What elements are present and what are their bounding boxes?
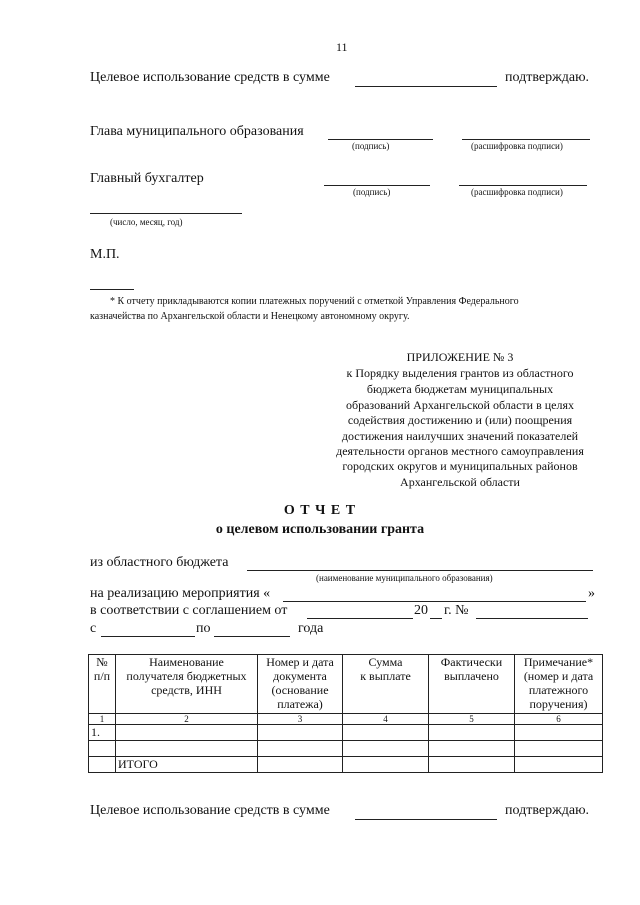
table-cell xyxy=(515,757,603,773)
agreement-year-line xyxy=(430,618,442,619)
header-document: Номер и дата документа (основание платежа) xyxy=(258,655,343,714)
event-end: » xyxy=(588,586,595,601)
municipality-caption: (наименование муниципального образования) xyxy=(316,573,493,583)
top-amount-line xyxy=(355,86,497,87)
from-budget-label: из областного бюджета xyxy=(90,555,229,570)
appendix-line-7: городских округов и муниципальных районов xyxy=(342,459,578,473)
appendix-line-5: достижения наилучших значений показателей xyxy=(341,429,579,443)
page-number: 11 xyxy=(336,40,348,54)
head-sign-caption: (подпись) xyxy=(352,141,390,151)
column-number: 6 xyxy=(515,714,603,725)
footnote-line-1: * К отчету прикладываются копии платежных поручений с отметкой Управления Федерального xyxy=(110,296,519,307)
table-cell xyxy=(429,757,515,773)
table-cell xyxy=(258,725,343,741)
accountant-label: Главный бухгалтер xyxy=(90,171,204,186)
table-header-row xyxy=(89,655,603,714)
table-total-row xyxy=(89,757,603,773)
top-confirm-text: Целевое использование средств в сумме xyxy=(90,70,330,85)
municipality-line xyxy=(247,570,593,571)
table-cell xyxy=(116,741,258,757)
accountant-sign-line xyxy=(324,185,430,186)
table-cell xyxy=(89,741,116,757)
appendix-title: ПРИЛОЖЕНИЕ № 3 xyxy=(406,350,514,364)
appendix-line-3: образований Архангельской области в целях xyxy=(345,398,574,412)
stamp-label: М.П. xyxy=(90,247,120,262)
bottom-confirm-end: подтверждаю. xyxy=(505,803,590,818)
top-confirm-end: подтверждаю. xyxy=(505,70,590,85)
column-number: 2 xyxy=(116,714,258,725)
appendix-line-8: Архангельской области xyxy=(400,475,520,489)
table-cell xyxy=(116,725,258,741)
period-to-label: по xyxy=(196,621,211,636)
appendix-line-2: бюджета бюджетам муниципальных xyxy=(366,382,554,396)
table-cell xyxy=(515,741,603,757)
column-number: 1 xyxy=(89,714,116,725)
report-table xyxy=(88,654,603,773)
table-cell xyxy=(429,741,515,757)
agreement-label: в соответствии с соглашением от xyxy=(90,603,288,618)
table-row xyxy=(89,725,603,741)
accountant-decode-caption: (расшифровка подписи) xyxy=(471,187,563,197)
report-title: О Т Ч Е Т xyxy=(283,503,357,518)
footnote-line-2: казначейства по Архангельской области и Ненецкому автономному округу. xyxy=(90,311,410,322)
head-decode-caption: (расшифровка подписи) xyxy=(471,141,563,151)
agreement-date-line xyxy=(307,618,413,619)
agreement-year: 20 xyxy=(414,603,428,618)
period-to-line xyxy=(214,636,290,637)
head-label: Глава муниципального образования xyxy=(90,124,304,139)
table-cell xyxy=(89,757,116,773)
header-note: Примечание* (номер и дата платежного поручения) xyxy=(515,655,603,714)
footnote-separator xyxy=(90,289,134,290)
column-number: 4 xyxy=(343,714,429,725)
bottom-amount-line xyxy=(355,819,497,820)
table-cell xyxy=(343,757,429,773)
column-number: 3 xyxy=(258,714,343,725)
total-label: ИТОГО xyxy=(116,757,258,773)
header-recipient: Наименование получателя бюджетных средств, ИНН xyxy=(116,655,258,714)
appendix-line-6: деятельности органов местного самоуправления xyxy=(336,444,584,458)
appendix-line-4: содействия достижению и (или) поощрения xyxy=(347,413,573,427)
head-decode-line xyxy=(462,139,590,140)
period-year-label: года xyxy=(298,621,324,636)
period-from-line xyxy=(101,636,195,637)
table-cell xyxy=(343,741,429,757)
table-cell xyxy=(258,741,343,757)
table-cell xyxy=(343,725,429,741)
date-line xyxy=(90,213,242,214)
event-label: на реализацию мероприятия « xyxy=(90,586,271,601)
column-number-row xyxy=(89,714,603,725)
table-row xyxy=(89,741,603,757)
table-cell xyxy=(258,757,343,773)
table-cell xyxy=(429,725,515,741)
table-cell xyxy=(515,725,603,741)
accountant-sign-caption: (подпись) xyxy=(353,187,391,197)
accountant-decode-line xyxy=(459,185,587,186)
agreement-year-suffix: г. № xyxy=(444,603,469,618)
column-number: 5 xyxy=(429,714,515,725)
event-line xyxy=(283,601,586,602)
agreement-number-line xyxy=(476,618,588,619)
header-actual-paid: Фактически выплачено xyxy=(429,655,515,714)
appendix-line-1: к Порядку выделения грантов из областного xyxy=(346,366,574,380)
row-number: 1. xyxy=(89,725,116,741)
date-caption: (число, месяц, год) xyxy=(110,217,183,227)
head-sign-line xyxy=(328,139,433,140)
period-from-label: с xyxy=(90,621,97,636)
report-subtitle: о целевом использовании гранта xyxy=(215,522,425,537)
header-number: № п/п xyxy=(89,655,116,714)
bottom-confirm-text: Целевое использование средств в сумме xyxy=(90,803,330,818)
header-amount-due: Сумма к выплате xyxy=(343,655,429,714)
